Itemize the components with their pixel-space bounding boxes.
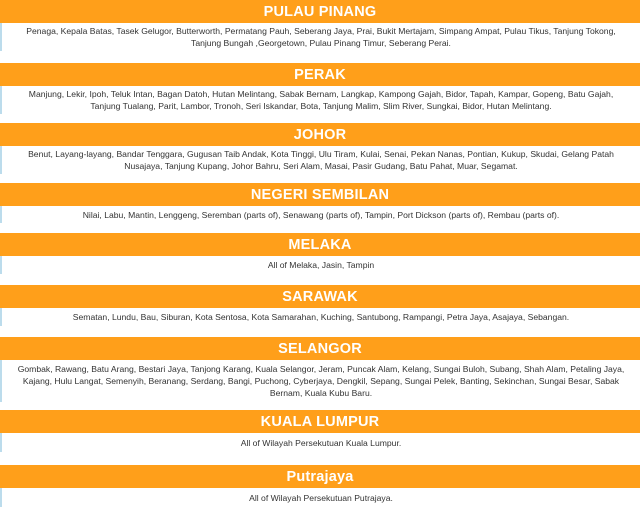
region-header: Putrajaya bbox=[0, 465, 640, 488]
region-areas-text: Manjung, Lekir, Ipoh, Teluk Intan, Bagan Datoh, Hutan Melintang, Sabak Bernam, Langkap, Kampong Gajah, Bidor, Tapah, Kampar, Gopeng, Batu Gajah, Tanjung Tualang, Parit, Lambor, Tronoh, Seri Iskandar, Bota, Tanjung Malim, Slim River, Sungkai, Bidor, Hutan Melintang. bbox=[28, 89, 614, 111]
region-areas-text: All of Wilayah Persekutuan Putrajaya. bbox=[249, 492, 393, 503]
region-content bbox=[0, 308, 640, 326]
region-header: PERAK bbox=[0, 63, 640, 86]
region-content bbox=[0, 23, 640, 51]
region-header: KUALA LUMPUR bbox=[0, 410, 640, 433]
region-header: PULAU PINANG bbox=[0, 0, 640, 23]
region-areas-text: All of Melaka, Jasin, Tampin bbox=[267, 260, 375, 270]
region-content bbox=[0, 360, 640, 402]
region-areas-text: Penaga, Kepala Batas, Tasek Gelugor, Butterworth, Permatang Pauh, Seberang Jaya, Prai, Bukit Mertajam, Simpang Ampat, Pulau Tikus, Tanjung Tokong, Tanjung Bungah ,Georgetown, Pulau Pinang Timur, Seberang Perai. bbox=[26, 26, 616, 48]
region-areas-text: Nilai, Labu, Mantin, Lenggeng, Seremban (parts of), Senawang (parts of), Tampin, Port Dickson (parts of), Rembau (parts of). bbox=[82, 209, 560, 220]
region-header: SARAWAK bbox=[0, 285, 640, 308]
region-header: JOHOR bbox=[0, 123, 640, 146]
region-header: NEGERI SEMBILAN bbox=[0, 183, 640, 206]
region-content bbox=[0, 86, 640, 114]
region-content bbox=[0, 146, 640, 174]
region-areas-text: All of Wilayah Persekutuan Kuala Lumpur. bbox=[240, 437, 402, 448]
region-areas-text: Benut, Layang-layang, Bandar Tenggara, Gugusan Taib Andak, Kota Tinggi, Ulu Tiram, Kulai, Senai, Pekan Nanas, Pontian, Kukup, Skudai, Gelang Patah Nusajaya, Tanjung Kupang, Johor Bahru, Seri Alam, Masai, Pasir Gudang, Batu Pahat, Muar, Segamat. bbox=[28, 149, 614, 171]
region-areas-text: Sematan, Lundu, Bau, Siburan, Kota Sentosa, Kota Samarahan, Kuching, Santubong, Rampangi, Petra Jaya, Asajaya, Sebangan. bbox=[72, 312, 570, 322]
region-header: MELAKA bbox=[0, 233, 640, 256]
region-areas-text: Gombak, Rawang, Batu Arang, Bestari Jaya, Tanjong Karang, Kuala Selangor, Jeram, Puncak Alam, Kelang, Sungai Buloh, Subang, Shah Alam, Petaling Jaya, Kajang, Hulu Langat, Semenyih, Beranang, Serdang, Bangi, Puchong, Cyberjaya, Dengkil, Sepang, Sungai Pelek, Banting, Sekinchan, Sungai Besar, Sabak Bernam, Kuala Kubu Baru. bbox=[17, 364, 625, 398]
region-content bbox=[0, 256, 640, 274]
region-header: SELANGOR bbox=[0, 337, 640, 360]
region-content bbox=[0, 206, 640, 223]
region-content bbox=[0, 488, 640, 507]
region-content bbox=[0, 433, 640, 452]
